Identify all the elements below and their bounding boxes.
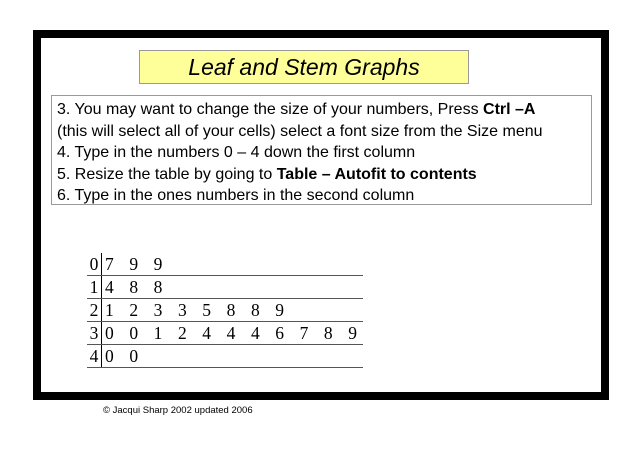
page-title: Leaf and Stem Graphs: [188, 53, 420, 80]
instruction-line-3-shortcut: Ctrl –A: [483, 101, 536, 118]
instruction-line-6: 6. Type in the ones numbers in the second column: [57, 187, 415, 204]
leaf-cell: 0 0: [102, 345, 363, 368]
instruction-line-3-cont: (this will select all of your cells) select a font size from the Size menu: [57, 122, 543, 140]
instruction-line-5-menu: Table – Autofit to contents: [276, 165, 477, 183]
instruction-line-3-text: 3. You may want to change the size of your numbers, Press: [57, 101, 484, 118]
instruction-line-3: [57, 99, 591, 121]
leaf-cell: 1 2 3 3 5 8 8 9: [102, 299, 363, 322]
stem-cell: 0: [87, 253, 102, 276]
title-banner: [139, 50, 469, 84]
instruction-line-5: [57, 164, 591, 186]
table-row: [87, 345, 363, 368]
instruction-line-5-text: 5. Resize the table by going to: [57, 165, 277, 183]
stem-cell: 4: [87, 345, 102, 368]
stem-cell: 1: [87, 276, 102, 299]
stem-leaf-table: [87, 253, 363, 368]
table-row: [87, 322, 363, 345]
instructions-box: [51, 95, 592, 205]
leaf-cell: 0 0 1 2 4 4 4 6 7 8 9: [102, 322, 363, 345]
stem-cell: 3: [87, 322, 102, 345]
leaf-cell: 7 9 9: [102, 253, 363, 276]
leaf-cell: 4 8 8: [102, 276, 363, 299]
table-row: [87, 299, 363, 322]
table-row: [87, 276, 363, 299]
instruction-line-4: 4. Type in the numbers 0 – 4 down the first column: [57, 144, 416, 161]
copyright-footer: © Jacqui Sharp 2002 updated 2006: [103, 405, 253, 416]
table-row: [87, 253, 363, 276]
stem-cell: 2: [87, 299, 102, 322]
